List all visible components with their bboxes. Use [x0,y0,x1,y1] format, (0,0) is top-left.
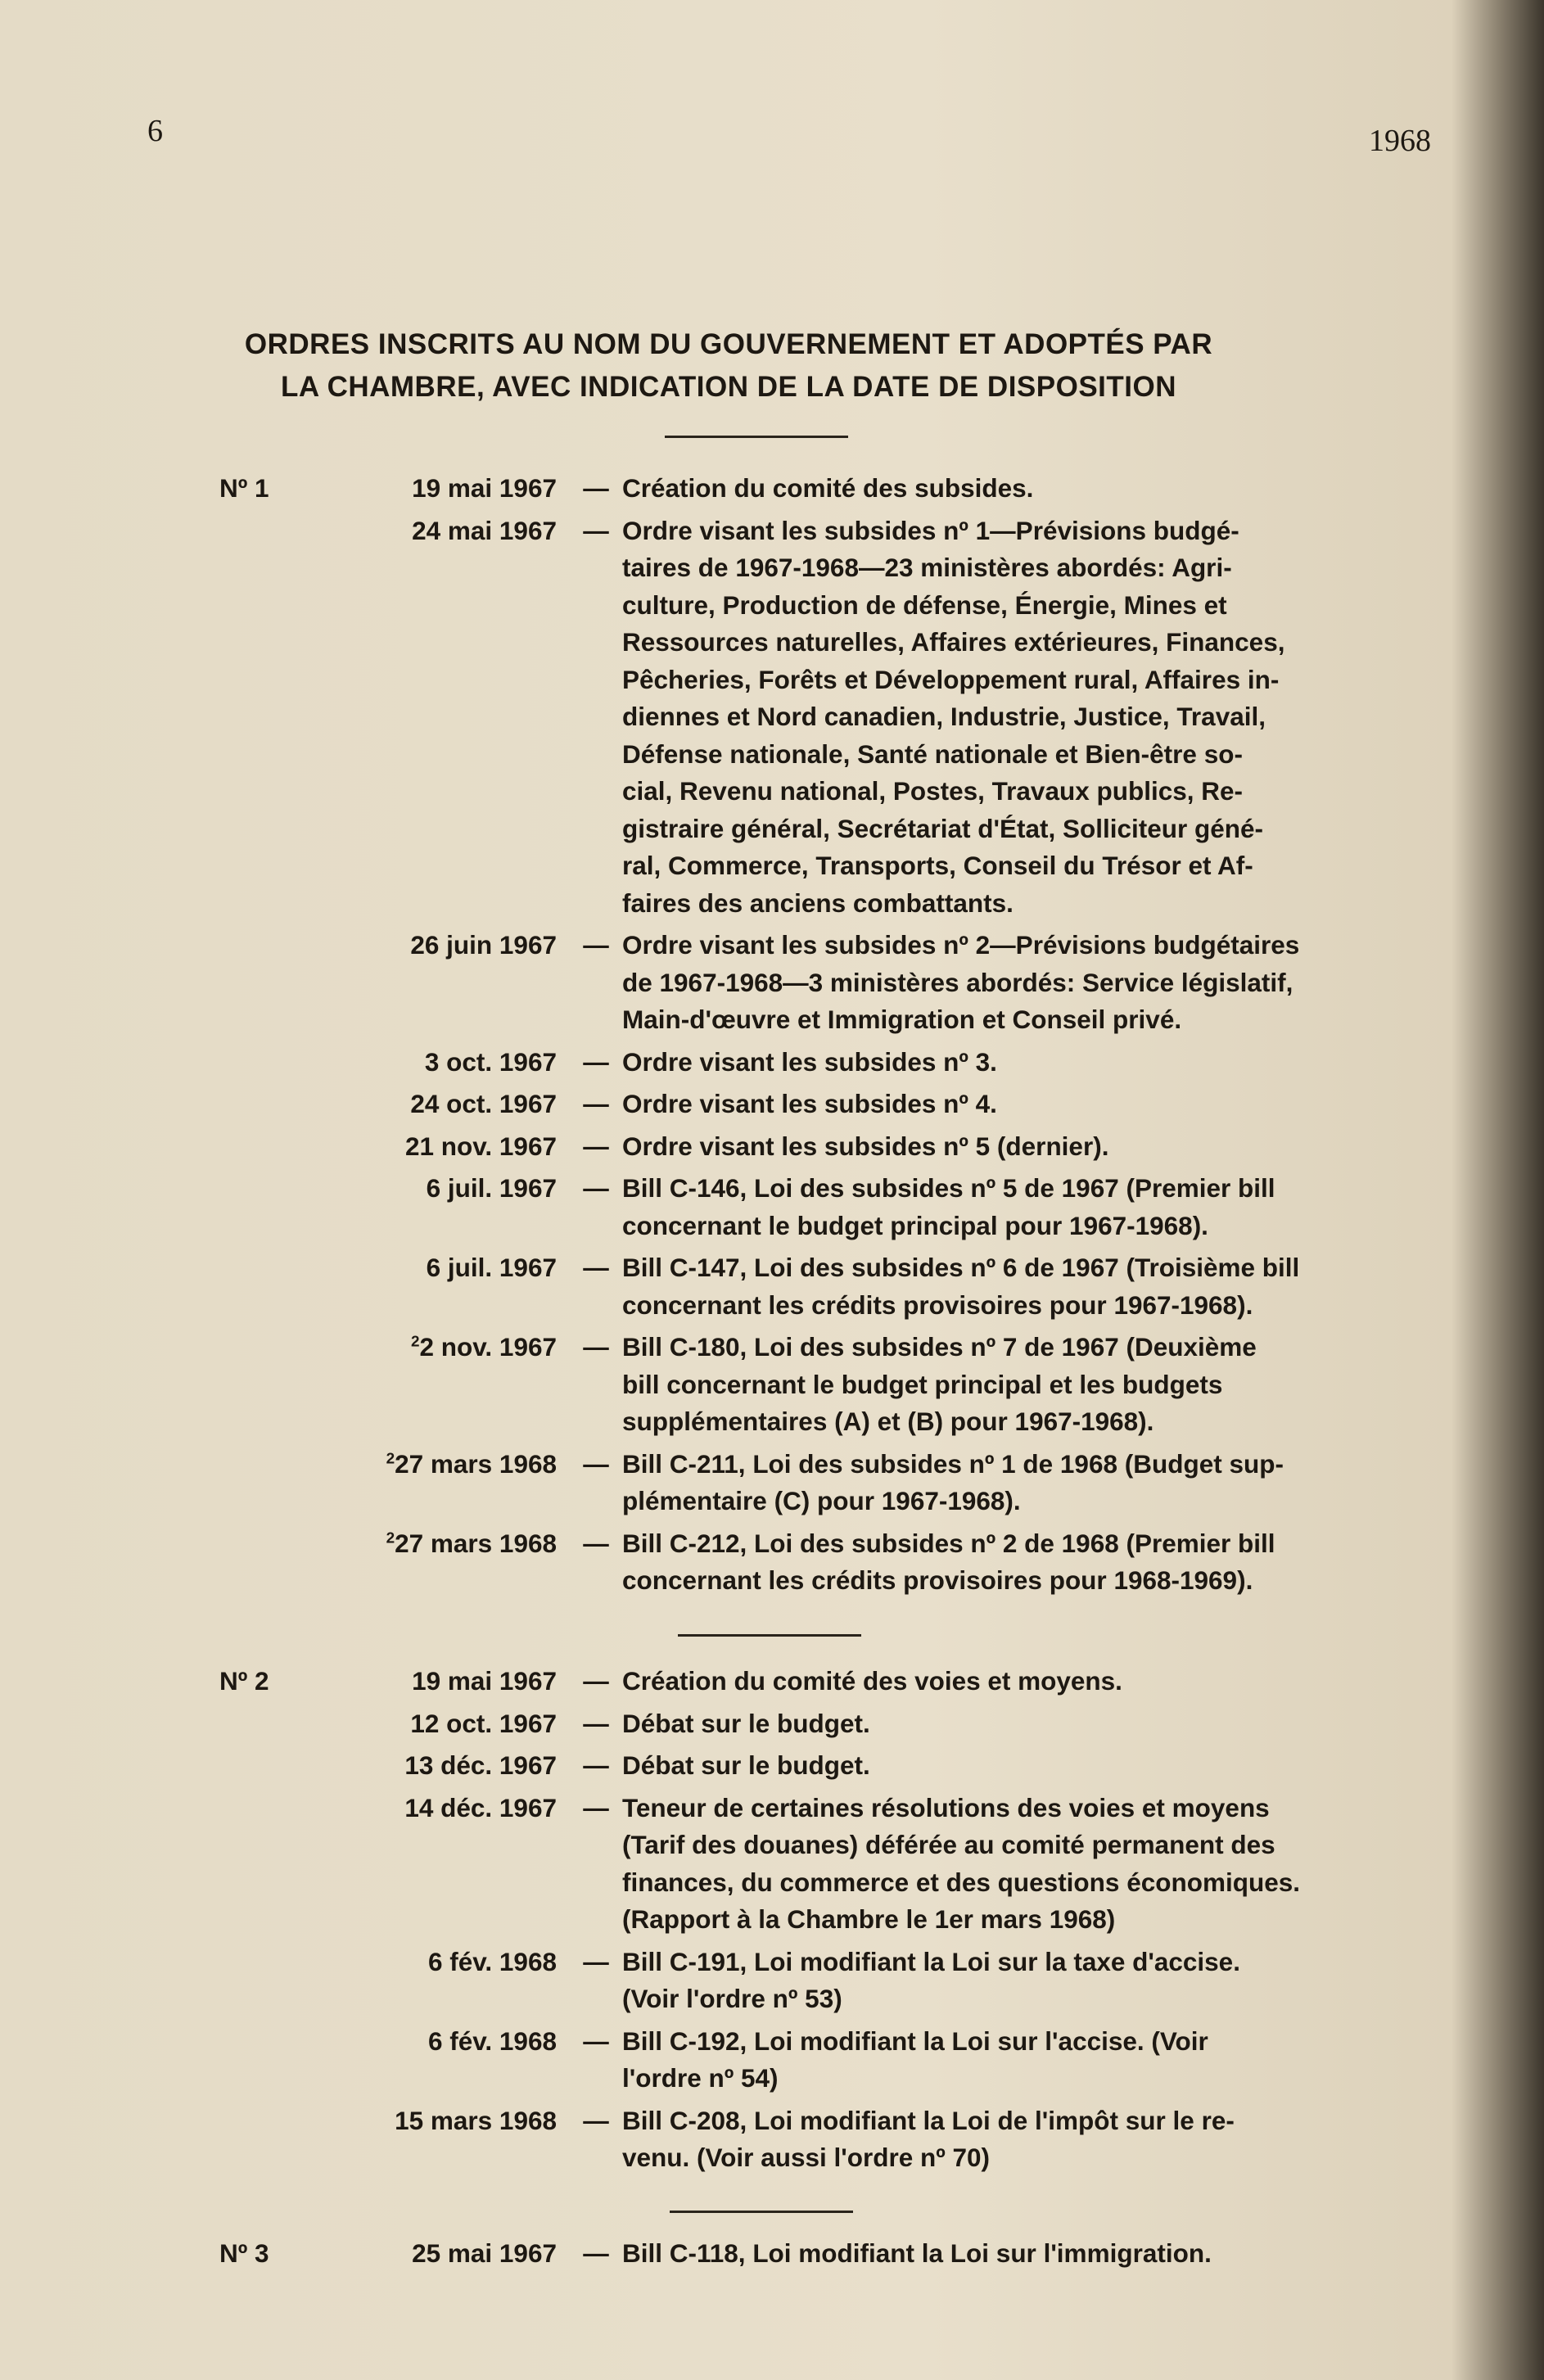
entry-date [311,1249,557,1287]
entry-date-text: 13 déc. 1967 [404,1750,557,1780]
entry-date-text: 6 juil. 1967 [426,1253,557,1282]
entry-dash: — [583,1528,609,1558]
entry-text-line: Bill C-192, Loi modifiant la Loi sur l'accise. (Voir [622,2025,1208,2056]
entry-text-line: Bill C-180, Loi des subsides nº 7 de 1967 (Deuxième [622,1332,1257,1362]
entry-text [622,1747,1433,1785]
order-entry [0,927,1544,1039]
entry-date-text: 6 fév. 1968 [427,2025,557,2056]
page-year: 1968 [1369,124,1431,158]
entry-dash: — [583,930,609,960]
entry-date [311,513,557,550]
entry-text [622,1170,1433,1244]
entry-date [311,1044,557,1082]
entry-date [311,1790,557,1827]
entry-text-line: Ordre visant les subsides nº 3. [622,1046,997,1077]
order-entry [0,1790,1544,1939]
entry-text [622,1663,1433,1700]
entry-dash: — [583,1173,609,1203]
entry-text-line: Ordre visant les subsides nº 5 (dernier). [622,1131,1109,1161]
entry-text-line: venu. (Voir aussi l'ordre nº 70) [622,2143,991,2172]
entry-text-line: l'ordre nº 54) [622,2063,779,2093]
entry-text [622,1944,1433,2018]
entry-dash: — [583,1946,609,1976]
order-entry [0,1086,1544,1123]
entry-date-text: 6 juil. 1967 [426,1173,557,1203]
entry-text-line: bill concernant le budget principal et les budgets [622,1369,1223,1399]
entry-text-line: Bill C-118, Loi modifiant la Loi sur l'immigration. [622,2238,1212,2268]
entry-date [311,2023,557,2061]
entry-text-line: Main-d'œuvre et Immigration et Conseil privé. [622,1005,1182,1034]
entry-dash: — [583,1448,609,1479]
entry-date [311,1747,557,1785]
entry-dash: — [583,1332,609,1362]
entry-text-line: concernant le budget principal pour 1967-1968). [622,1210,1208,1240]
entry-dash: — [583,1046,609,1077]
entry-text-line: de 1967-1968—3 ministères abordés: Service législatif, [622,967,1293,997]
entry-date [311,1525,557,1563]
entry-date-text: 25 mai 1967 [412,2238,557,2268]
order-entry [0,1170,1544,1244]
entry-date-text: 12 oct. 1967 [410,1708,557,1738]
entry-date-text: 27 mars 1968 [395,1528,557,1558]
order-entry [0,1128,1544,1166]
order-entry [0,1747,1544,1785]
order-section-2 [0,1663,1544,2182]
entry-date [311,1329,557,1366]
order-entry [0,2102,1544,2177]
entry-date-text: 14 déc. 1967 [404,1792,557,1822]
order-entry [0,1705,1544,1743]
order-entry [0,513,1544,923]
order-entry [0,1249,1544,1324]
entry-date-text: 24 mai 1967 [412,515,557,545]
page-number: 6 [147,114,163,148]
entry-date [311,1170,557,1208]
document-title [196,323,1261,409]
entry-date [311,1086,557,1123]
entry-text-line: Bill C-211, Loi des subsides nº 1 de 1968 (Budget sup- [622,1448,1284,1479]
entry-text [622,1790,1433,1939]
entry-text-line: Ordre visant les subsides nº 1—Prévisions budgé- [622,515,1239,545]
entry-date [311,927,557,964]
entry-text-line: Ressources naturelles, Affaires extérieures, Finances, [622,627,1285,657]
entry-text-line: (Rapport à la Chambre le 1er mars 1968) [622,1904,1116,1934]
order-entry [0,1663,1544,1700]
order-entry [0,2235,1544,2273]
footnote-marker: 2 [386,1450,395,1467]
entry-date [311,1446,557,1484]
entry-text-line: Création du comité des subsides. [622,473,1034,503]
entry-date [311,2102,557,2140]
footnote-marker: 2 [410,1333,420,1351]
entry-text [622,2235,1433,2273]
entry-text-line: (Voir l'ordre nº 53) [622,1984,842,2013]
entry-date-text: 19 mai 1967 [412,473,557,503]
entry-text [622,1329,1433,1441]
entry-text-line: Bill C-208, Loi modifiant la Loi de l'impôt sur le re- [622,2105,1235,2135]
entry-text [622,927,1433,1039]
order-number: Nº 2 [219,1666,269,1696]
entry-date [311,470,557,508]
entry-text-line: Création du comité des voies et moyens. [622,1666,1122,1696]
entry-text-line: Teneur de certaines résolutions des voies et moyens [622,1792,1270,1822]
entry-date-text: 19 mai 1967 [412,1666,557,1696]
entry-text [622,2102,1433,2177]
entry-text [622,2023,1433,2098]
entry-text-line: gistraire général, Secrétariat d'État, Solliciteur géné- [622,813,1264,843]
entry-date-text: 15 mars 1968 [395,2105,557,2135]
entry-text-line: Bill C-147, Loi des subsides nº 6 de 1967 (Troisième bill [622,1253,1300,1282]
entry-text-line: concernant les crédits provisoires pour 1967-1968). [622,1289,1253,1320]
order-entry [0,2023,1544,2098]
order-entry [0,470,1544,508]
entry-text [622,513,1433,923]
entry-dash: — [583,515,609,545]
order-entry [0,1525,1544,1600]
entry-text-line: Ordre visant les subsides nº 2—Prévisions budgétaires [622,930,1300,960]
entry-dash: — [583,2025,609,2056]
entry-date-text: 27 mars 1968 [395,1448,557,1479]
entry-text-line: ral, Commerce, Transports, Conseil du Trésor et Af- [622,851,1253,880]
entry-date [311,2235,557,2273]
entry-dash: — [583,1666,609,1696]
entry-dash: — [583,1089,609,1118]
entry-dash: — [583,1792,609,1822]
order-section-3 [0,2235,1544,2278]
entry-date-text: 21 nov. 1967 [404,1131,557,1161]
entry-date [311,1944,557,1981]
entry-text-line: culture, Production de défense, Énergie, Mines et [622,589,1227,620]
entry-text-line: taires de 1967-1968—23 ministères abordés: Agri- [622,553,1232,582]
title-line: ORDRES INSCRITS AU NOM DU GOUVERNEMENT ET ADOPTÉS PAR [244,328,1213,360]
entry-date-text: 2 nov. 1967 [419,1332,557,1362]
entry-text-line: concernant les crédits provisoires pour 1968-1969). [622,1565,1253,1595]
entry-text-line: finances, du commerce et des questions économiques. [622,1867,1300,1897]
entry-date [311,1705,557,1743]
order-number: Nº 1 [219,473,269,503]
order-entry [0,1044,1544,1082]
section-divider [678,1634,861,1637]
entry-date-text: 26 juin 1967 [410,930,557,960]
entry-text-line: cial, Revenu national, Postes, Travaux publics, Re- [622,776,1243,806]
entry-dash: — [583,473,609,503]
entry-dash: — [583,1708,609,1738]
entry-text-line: Débat sur le budget. [622,1750,870,1780]
entry-text-line: faires des anciens combattants. [622,887,1014,918]
entry-date [311,1663,557,1700]
entry-text-line: Défense nationale, Santé nationale et Bien-être so- [622,738,1243,769]
order-entry [0,1446,1544,1520]
entry-text-line: supplémentaires (A) et (B) pour 1967-1968). [622,1407,1154,1436]
entry-date-text: 3 oct. 1967 [424,1046,557,1077]
section-divider [665,436,848,438]
entry-date-text: 24 oct. 1967 [410,1089,557,1118]
entry-text [622,1446,1433,1520]
entry-text-line: plémentaire (C) pour 1967-1968). [622,1486,1021,1515]
entry-text [622,1249,1433,1324]
entry-dash: — [583,2105,609,2135]
entry-date [311,1128,557,1166]
entry-text-line: Bill C-191, Loi modifiant la Loi sur la taxe d'accise. [622,1946,1240,1976]
section-divider [670,2211,853,2213]
entry-text [622,1128,1433,1166]
order-section-1 [0,470,1544,1605]
entry-text-line: Bill C-212, Loi des subsides nº 2 de 1968 (Premier bill [622,1528,1275,1558]
entry-text [622,1525,1433,1600]
entry-text [622,1044,1433,1082]
entry-text [622,1705,1433,1743]
entry-text-line: Débat sur le budget. [622,1708,870,1738]
entry-dash: — [583,2238,609,2268]
order-number: Nº 3 [219,2238,269,2268]
entry-text-line: Ordre visant les subsides nº 4. [622,1089,997,1118]
entry-dash: — [583,1750,609,1780]
entry-dash: — [583,1253,609,1282]
entry-text-line: (Tarif des douanes) déférée au comité permanent des [622,1830,1275,1859]
footnote-marker: 2 [386,1529,395,1547]
entry-text-line: diennes et Nord canadien, Industrie, Justice, Travail, [622,702,1266,731]
title-line: LA CHAMBRE, AVEC INDICATION DE LA DATE DE DISPOSITION [280,371,1177,403]
entry-text [622,1086,1433,1123]
entry-text-line: Pêcheries, Forêts et Développement rural, Affaires in- [622,664,1280,694]
entry-dash: — [583,1131,609,1161]
entry-text-line: Bill C-146, Loi des subsides nº 5 de 1967 (Premier bill [622,1173,1275,1203]
order-entry [0,1329,1544,1441]
order-entry [0,1944,1544,2018]
entry-date-text: 6 fév. 1968 [427,1946,557,1976]
entry-text [622,470,1433,508]
